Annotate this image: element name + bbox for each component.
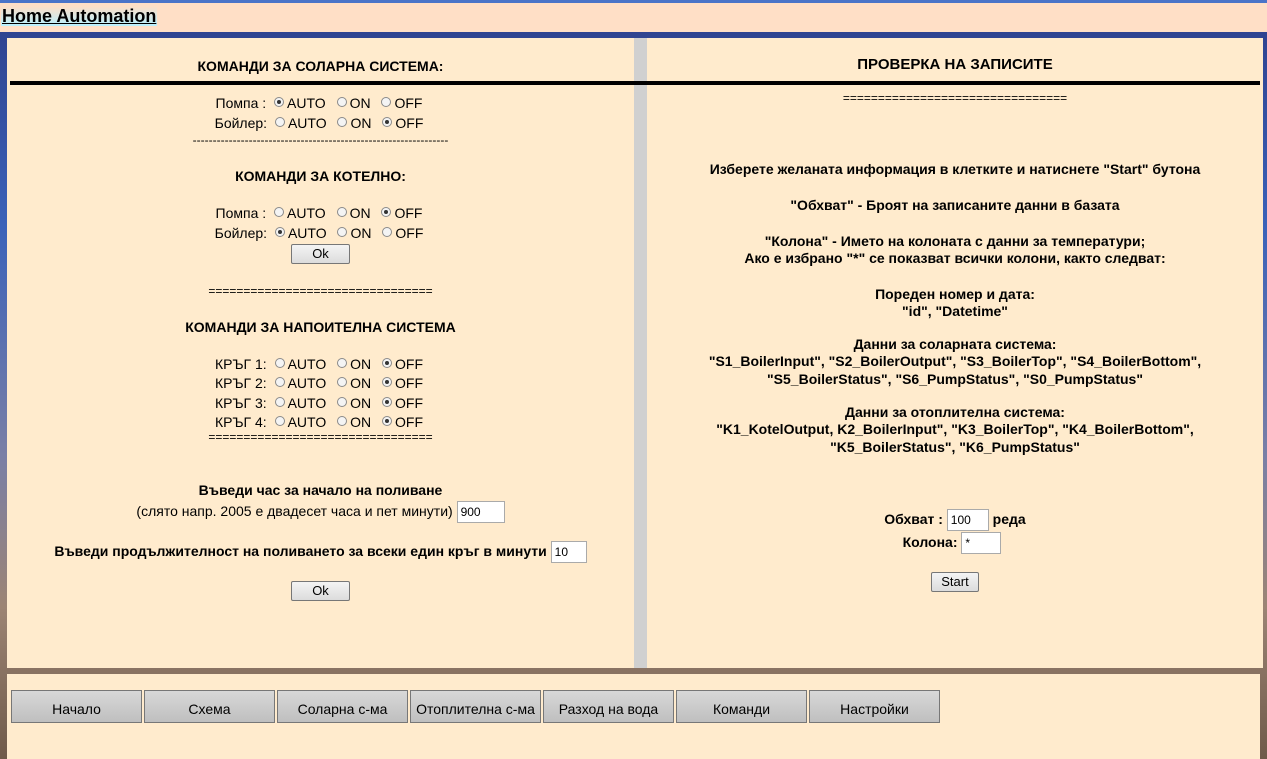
duration-row [7, 540, 634, 563]
solar-columns-2: "S5_BoilerStatus", "S6_PumpStatus", "S0_PumpStatus" [767, 371, 1143, 387]
option-off-label: OFF [395, 225, 424, 241]
column-label: Колона: [902, 534, 958, 550]
start-button[interactable]: Start [931, 572, 979, 592]
boiler-boiler-off-radio[interactable] [382, 227, 392, 237]
heating-columns-2: "K5_BoilerStatus", "K6_PumpStatus" [830, 439, 1080, 455]
option-off-label: OFF [395, 395, 424, 411]
boiler-ok-button[interactable]: Ok [291, 244, 350, 264]
id-section-title: Пореден номер и дата: [875, 286, 1035, 302]
solar-boiler-row [7, 113, 634, 133]
option-on-label: ON [349, 95, 371, 111]
boiler-pump-auto-radio[interactable] [274, 207, 284, 217]
column-input[interactable]: * [961, 532, 1001, 554]
panel-divider [634, 38, 647, 668]
option-auto-label: AUTO [287, 414, 327, 430]
separator: ================================ [208, 430, 433, 444]
nav-commands-button[interactable]: Команди [676, 690, 807, 723]
boiler-pump-off-radio[interactable] [381, 207, 391, 217]
start-time-row [7, 500, 634, 523]
boiler-boiler-on-radio[interactable] [337, 227, 347, 237]
option-off-label: OFF [394, 205, 423, 221]
option-on-label: ON [350, 356, 372, 372]
column-description: "Колона" - Името на колоната с данни за температури; [764, 233, 1146, 249]
option-on-label: ON [350, 375, 372, 391]
separator: ================================ [842, 91, 1068, 105]
option-on-label: ON [350, 414, 372, 430]
option-on-label: ON [350, 115, 372, 131]
circuit-2-on-radio[interactable] [337, 377, 347, 387]
circuit-3-label: КРЪГ 3: [214, 395, 267, 411]
solar-section-title: Данни за соларната система: [853, 336, 1057, 352]
option-auto-label: AUTO [287, 205, 326, 221]
option-auto-label: AUTO [287, 375, 327, 391]
circuit-4-label: КРЪГ 4: [214, 414, 267, 430]
instruction-line: Изберете желаната информация в клетките и натиснете "Start" бутона [709, 161, 1201, 177]
option-off-label: OFF [395, 356, 424, 372]
solar-pump-off-radio[interactable] [381, 97, 391, 107]
irrigation-heading: КОМАНДИ ЗА НАПОИТЕЛНА СИСТЕМА [185, 319, 456, 335]
circuit-1-row [7, 354, 634, 374]
circuit-1-label: КРЪГ 1: [214, 356, 267, 372]
range-description: "Обхват" - Броят на записаните данни в базата [790, 197, 1120, 213]
nav-bottom-border [10, 81, 1260, 85]
circuit-2-auto-radio[interactable] [275, 377, 285, 387]
boiler-pump-on-radio[interactable] [337, 207, 347, 217]
nav-settings-button[interactable]: Настройки [809, 690, 940, 723]
option-off-label: OFF [395, 375, 424, 391]
records-heading: ПРОВЕРКА НА ЗАПИСИТЕ [857, 56, 1053, 73]
column-all-description: Ако е избрано "*" се показват всички колони, както следват: [744, 250, 1166, 266]
nav-solar-button[interactable]: Соларна с-ма [277, 690, 408, 723]
boiler-boiler-label: Бойлер: [214, 225, 268, 241]
circuit-1-off-radio[interactable] [382, 358, 392, 368]
option-off-label: OFF [394, 95, 423, 111]
solar-pump-row [7, 93, 634, 113]
range-row [647, 508, 1263, 531]
range-suffix: реда [992, 511, 1026, 527]
nav-water-usage-button[interactable]: Разход на вода [543, 690, 674, 723]
option-auto-label: AUTO [287, 395, 327, 411]
solar-boiler-auto-radio[interactable] [275, 117, 285, 127]
nav-scheme-button[interactable]: Схема [144, 690, 275, 723]
option-on-label: ON [350, 395, 372, 411]
id-columns: "id", "Datetime" [902, 303, 1008, 319]
option-auto-label: AUTO [287, 356, 327, 372]
circuit-3-auto-radio[interactable] [275, 397, 285, 407]
duration-input[interactable]: 10 [551, 541, 587, 563]
duration-label: Въведи продължителност на поливането за всеки един кръг в минути [54, 543, 547, 559]
app-title-link[interactable]: Home Automation [2, 6, 157, 26]
option-auto-label: AUTO [287, 95, 326, 111]
option-on-label: ON [349, 205, 371, 221]
circuit-3-on-radio[interactable] [337, 397, 347, 407]
option-auto-label: AUTO [287, 225, 327, 241]
separator: ================================ [208, 284, 433, 298]
circuit-2-label: КРЪГ 2: [214, 375, 267, 391]
solar-pump-label: Помпа : [215, 95, 267, 111]
solar-heading: КОМАНДИ ЗА СОЛАРНА СИСТЕМА: [197, 58, 444, 74]
option-on-label: ON [350, 225, 372, 241]
boiler-pump-row [7, 203, 634, 223]
boiler-boiler-auto-radio[interactable] [275, 227, 285, 237]
range-input[interactable]: 100 [947, 509, 989, 531]
column-row [641, 531, 1263, 554]
start-time-input[interactable]: 900 [457, 501, 505, 523]
boiler-room-heading: КОМАНДИ ЗА КОТЕЛНО: [235, 168, 406, 184]
start-time-hint: (слято напр. 2005 е двадесет часа и пет минути) [136, 503, 453, 519]
option-off-label: OFF [395, 414, 424, 430]
circuit-2-row [7, 373, 634, 393]
circuit-2-off-radio[interactable] [382, 377, 392, 387]
nav-heating-button[interactable]: Отоплителна с-ма [410, 690, 541, 723]
heating-columns-1: "K1_KotelOutput, K2_BoilerInput", "K3_BoilerTop", "K4_BoilerBottom", [716, 421, 1194, 437]
irrigation-ok-button[interactable]: Ok [291, 581, 350, 601]
boiler-boiler-row [7, 223, 634, 243]
option-off-label: OFF [395, 115, 424, 131]
boiler-pump-label: Помпа : [215, 205, 267, 221]
solar-columns-1: "S1_BoilerInput", "S2_BoilerOutput", "S3_BoilerTop", "S4_BoilerBottom", [708, 353, 1202, 369]
circuit-4-row [7, 412, 634, 432]
option-auto-label: AUTO [287, 115, 327, 131]
circuit-1-auto-radio[interactable] [275, 358, 285, 368]
solar-boiler-off-radio[interactable] [382, 117, 392, 127]
solar-boiler-label: Бойлер: [214, 115, 268, 131]
circuit-3-row [7, 393, 634, 413]
solar-pump-on-radio[interactable] [337, 97, 347, 107]
records-panel [647, 38, 1263, 668]
circuit-4-off-radio[interactable] [382, 416, 392, 426]
start-time-heading: Въведи час за начало на поливане [198, 482, 443, 498]
circuit-4-auto-radio[interactable] [275, 416, 285, 426]
circuit-1-on-radio[interactable] [337, 358, 347, 368]
circuit-3-off-radio[interactable] [382, 397, 392, 407]
bottom-nav [7, 674, 1260, 759]
heating-section-title: Данни за отоплителна система: [845, 404, 1065, 420]
top-bar [0, 0, 1267, 32]
solar-boiler-on-radio[interactable] [337, 117, 347, 127]
range-label: Обхват : [884, 511, 943, 527]
nav-home-button[interactable]: Начало [11, 690, 142, 723]
commands-panel [7, 38, 634, 668]
solar-pump-auto-radio[interactable] [274, 97, 284, 107]
circuit-4-on-radio[interactable] [337, 416, 347, 426]
separator: ---------------------------------------------------------------- [192, 133, 449, 147]
